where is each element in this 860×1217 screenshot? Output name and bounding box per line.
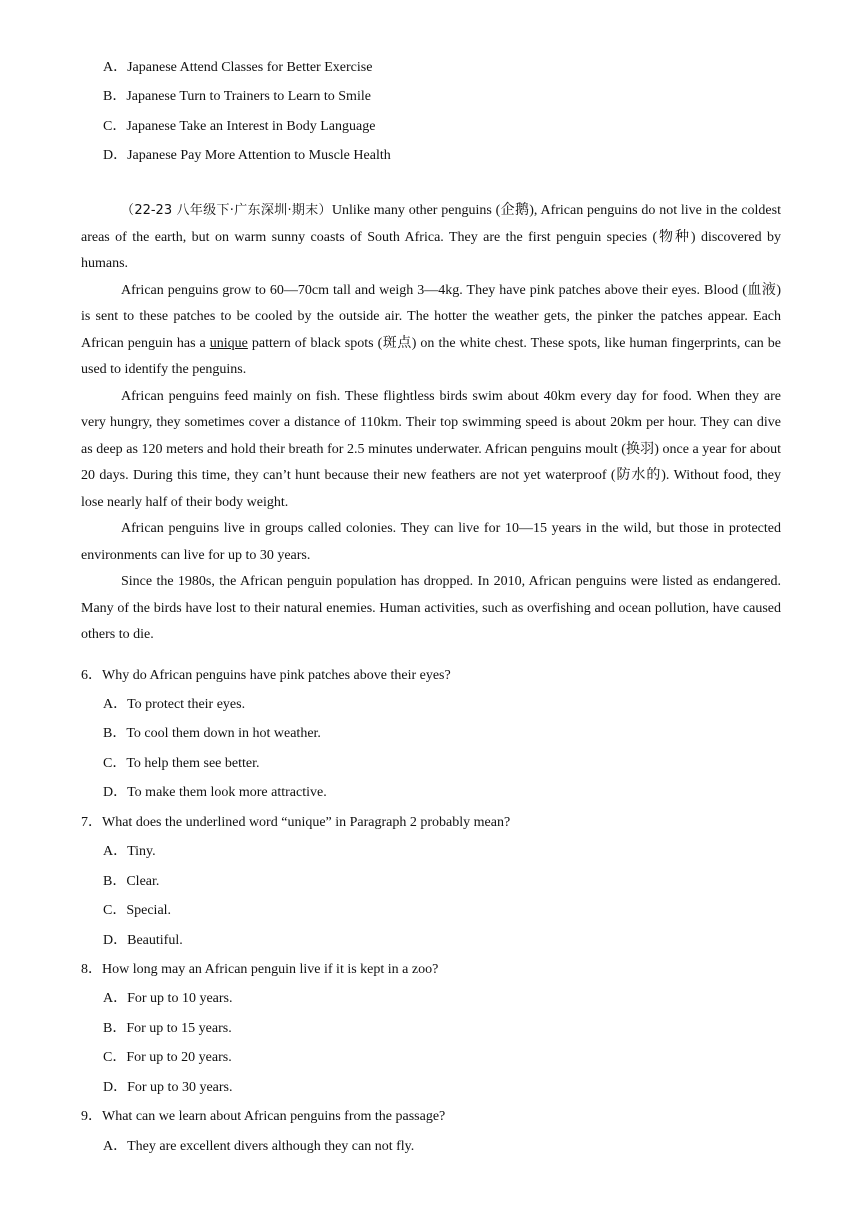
question-9-stem: 9．What can we learn about African penguins from the passage? bbox=[81, 1109, 446, 1124]
question-7-option-b: B．Clear. bbox=[103, 874, 160, 889]
question-8-option-a: A．For up to 10 years. bbox=[103, 991, 233, 1006]
passage-source: （22-23 八年级下·广东深圳·期末） bbox=[121, 203, 332, 218]
question-7-option-d: D．Beautiful. bbox=[103, 933, 183, 948]
question-6-option-c: C．To help them see better. bbox=[103, 756, 260, 771]
reading-passage bbox=[81, 198, 781, 649]
question-6-option-a: A．To protect their eyes. bbox=[103, 697, 246, 712]
question-7-option-c: C．Special. bbox=[103, 903, 172, 918]
prev-option-c: C．Japanese Take an Interest in Body Language bbox=[103, 119, 376, 134]
passage-paragraph-3: African penguins feed mainly on fish. These flightless birds swim about 40km every day for food. When they are very hungry, they sometimes cover a distance of 110km. Their top swimming speed is about 20km per hour. They can dive as deep as 120 meters and hold their breath for 2.5 minutes underwater. African penguins moult (换羽) once a year for about 20 days. During this time, they can’t hunt because their new feathers are not yet waterproof (防水的). Without food, they lose nearly half of their body weight. bbox=[81, 388, 781, 510]
question-6-option-d: D．To make them look more attractive. bbox=[103, 785, 327, 800]
underlined-word-unique: unique bbox=[209, 335, 248, 351]
prev-option-a: A．Japanese Attend Classes for Better Exercise bbox=[103, 60, 373, 75]
prev-option-d: D．Japanese Pay More Attention to Muscle Health bbox=[103, 148, 391, 163]
question-6-stem: 6．Why do African penguins have pink patches above their eyes? bbox=[81, 668, 451, 683]
prev-option-b: B．Japanese Turn to Trainers to Learn to Smile bbox=[103, 89, 371, 104]
question-8-option-d: D．For up to 30 years. bbox=[103, 1080, 233, 1095]
question-6-option-b: B．To cool them down in hot weather. bbox=[103, 726, 321, 741]
question-8-stem: 8．How long may an African penguin live if it is kept in a zoo? bbox=[81, 962, 439, 977]
question-8-option-c: C．For up to 20 years. bbox=[103, 1050, 232, 1065]
passage-paragraph-5: Since the 1980s, the African penguin population has dropped. In 2010, African penguins were listed as endangered. Many of the birds have lost to their natural enemies. Human activities, such as overfishing and ocean pollution, have caused others to die. bbox=[81, 574, 781, 642]
question-7-option-a: A．Tiny. bbox=[103, 844, 156, 859]
question-7-stem: 7．What does the underlined word “unique” in Paragraph 2 probably mean? bbox=[81, 815, 511, 830]
passage-paragraph-2: African penguins grow to 60—70cm tall and weigh 3—4kg. They have pink patches above their eyes. Blood (血液) is sent to these patches to be cooled by the outside air. The hotter the weather gets, the pinker the patches appear. Each African penguin has a unique pattern of black spots (斑点) on the white chest. These spots, like human fingerprints, can be used to identify the penguins. bbox=[81, 282, 782, 377]
question-8-option-b: B．For up to 15 years. bbox=[103, 1021, 232, 1036]
passage-paragraph-1: （22-23 八年级下·广东深圳·期末）Unlike many other penguins (企鹅), African penguins do not live in the coldest areas of the earth, but on warm sunny coasts of South Africa. They are the first penguin species (物种) discovered by humans. bbox=[81, 203, 781, 271]
passage-paragraph-4: African penguins live in groups called colonies. They can live for 10—15 years in the wild, but those in protected environments can live for up to 30 years. bbox=[81, 521, 781, 563]
question-9-option-a: A．They are excellent divers although they can not fly. bbox=[103, 1139, 415, 1154]
